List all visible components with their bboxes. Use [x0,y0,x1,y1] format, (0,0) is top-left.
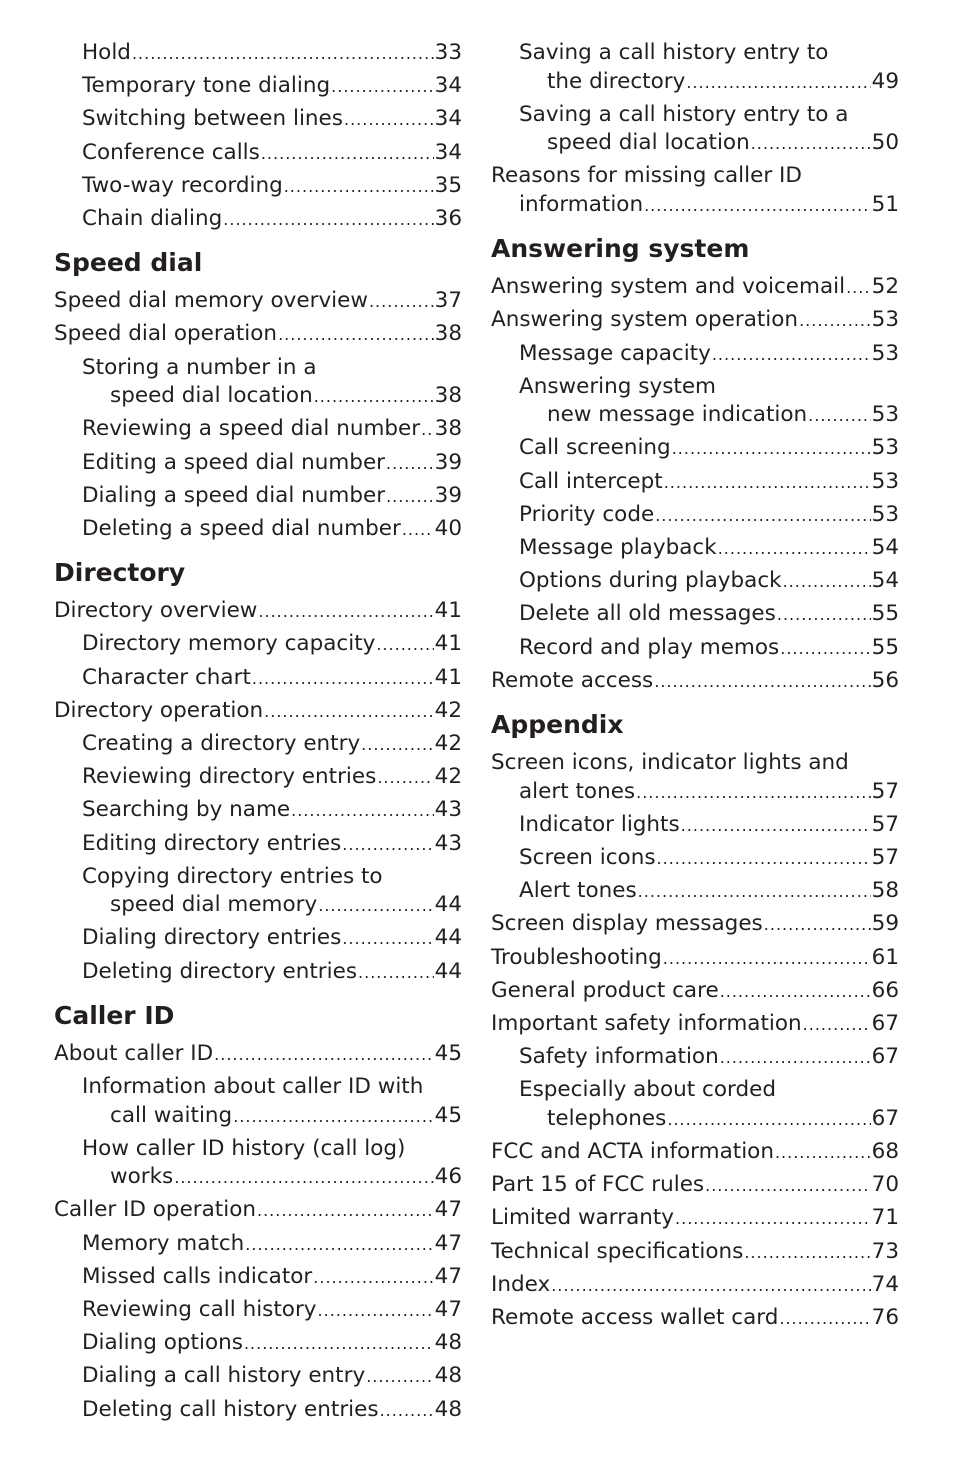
toc-entry-reviewing-a-speed-dial-number[interactable] [82,415,462,443]
toc-page-number: 34 [434,139,462,165]
toc-page-number: 52 [871,274,899,300]
toc-entry-memory-match[interactable] [82,1230,462,1258]
toc-entry-answering-system-new-message-indication[interactable] [519,373,899,430]
toc-entry-reviewing-call-history[interactable] [82,1296,462,1324]
toc-entry-title: Chain dialing [82,206,223,231]
dot-leader [369,288,434,316]
toc-entry-directory-operation[interactable] [54,697,462,725]
toc-entry-title: Missed calls indicator [82,1263,313,1289]
toc-page-number: 34 [434,73,462,99]
dot-leader [672,435,871,463]
toc-entry-call-intercept[interactable] [519,468,899,496]
toc-entry-storing-a-number-in-a-speed-dial-location[interactable] [82,354,462,411]
toc-entry-title: Deleting call history entries [82,1396,379,1422]
toc-page-number: 71 [871,1205,899,1231]
toc-page-number: 41 [434,598,462,624]
toc-entry-title: Safety information [519,1044,719,1070]
toc-entry-technical-specifications[interactable] [491,1238,899,1266]
toc-entry-screen-icons-indicator-lights-and-alert-tones[interactable] [491,749,899,806]
toc-entry-title: Copying directory entries to [82,863,383,889]
dot-leader [675,1205,871,1233]
toc-entry-title: Creating a directory entry [82,730,361,756]
toc-entry-safety-information[interactable] [519,1043,899,1071]
toc-entry-chain-dialing[interactable] [82,205,462,233]
dot-leader [376,631,433,659]
toc-entry-title: Remote access wallet card [491,1305,779,1330]
toc-entry-title: Memory match [82,1230,245,1256]
toc-entry-reasons-for-missing-caller-id-information[interactable] [491,162,899,219]
toc-entry-title: works [110,1164,174,1190]
dot-leader [667,1106,870,1134]
toc-page-number: 67 [871,1044,899,1070]
toc-entry-dialing-directory-entries[interactable] [82,924,462,952]
toc-entry-title: Dialing a speed dial number [82,482,386,508]
toc-entry-part-15-of-fcc-rules[interactable] [491,1171,899,1199]
dot-leader [344,106,434,134]
toc-entry-searching-by-name[interactable] [82,796,462,824]
dot-leader [663,945,871,973]
toc-page-number: 51 [871,191,899,217]
toc-page-number: 35 [434,172,462,198]
toc-page-number: 76 [871,1305,899,1330]
toc-entry-directory-memory-capacity[interactable] [82,630,462,658]
section-heading-answering-system: Answering system [491,234,750,264]
toc-entry-title: speed dial memory [110,892,318,918]
toc-entry-about-caller-id[interactable] [54,1040,462,1068]
dot-leader [214,1041,434,1069]
toc-page-number: 47 [434,1297,462,1322]
dot-leader [803,1011,871,1039]
toc-entry-dialing-a-speed-dial-number[interactable] [82,482,462,510]
dot-leader [681,812,871,840]
toc-entry-title: Conference calls [82,139,260,165]
toc-entry-speed-dial-memory-overview[interactable] [54,287,462,315]
dot-leader [278,321,434,349]
toc-entry-answering-system-and-voicemail[interactable] [491,273,899,301]
dot-leader [720,978,871,1006]
toc-entry-title: new message indication [547,402,808,428]
toc-page-number: 42 [434,730,462,756]
toc-page-number: 40 [434,515,462,541]
toc-entry-editing-directory-entries[interactable] [82,830,462,858]
toc-page-number: 53 [871,501,899,527]
toc-entry-copying-directory-entries-to-speed-dial-memory[interactable] [82,863,462,920]
toc-page-number: 45 [434,1040,462,1066]
toc-entry-title: Dialing directory entries [82,925,342,951]
dot-leader [655,502,870,530]
toc-entry-fcc-and-acta-information[interactable] [491,1138,899,1166]
toc-page-number: 49 [871,68,899,94]
toc-entry-title: Technical specifications [491,1238,744,1264]
dot-leader [705,1172,871,1200]
dot-leader [644,192,871,220]
toc-entry-index[interactable] [491,1271,899,1299]
toc-page-number: 67 [871,1010,899,1036]
dot-leader [775,1139,871,1167]
toc-page-number: 53 [871,307,899,333]
toc-entry-title: Saving a call history entry to a [519,101,849,127]
toc-entry-title: call waiting [110,1102,233,1128]
toc-entry-important-safety-information[interactable] [491,1010,899,1038]
toc-entry-title: Speed dial operation [54,321,278,347]
toc-page-number: 41 [434,631,462,657]
toc-entry-priority-code[interactable] [519,501,899,529]
toc-entry-title: Alert tones [519,878,637,904]
toc-entry-call-screening[interactable] [519,434,899,462]
dot-leader [318,1297,434,1325]
toc-entry-title: How caller ID history (call log) [82,1135,406,1161]
toc-entry-title: alert tones [519,778,636,804]
toc-entry-title: Switching between lines [82,106,343,132]
toc-page-number: 48 [434,1396,462,1422]
dot-leader [313,1264,433,1292]
toc-entry-delete-all-old-messages[interactable] [519,600,899,628]
dot-leader [380,1397,434,1425]
toc-entry-reviewing-directory-entries[interactable] [82,763,462,791]
toc-entry-remote-access-wallet-card[interactable] [491,1304,899,1332]
dot-leader [132,40,434,68]
dot-leader [718,535,871,563]
toc-entry-title: Information about caller ID with [82,1074,424,1099]
toc-entry-temporary-tone-dialing[interactable] [82,72,462,100]
toc-entry-title: Character chart [82,664,251,690]
toc-entry-speed-dial-operation[interactable] [54,320,462,348]
toc-page-number: 57 [871,844,899,870]
toc-entry-how-caller-id-history-call-log-works[interactable] [82,1135,462,1192]
dot-leader [686,69,870,97]
toc-entry-title: telephones [547,1105,667,1131]
toc-page-number: 48 [434,1363,462,1389]
toc-entry-conference-calls[interactable] [82,139,462,167]
toc-entry-title: Screen icons, indicator lights and [491,750,849,775]
dot-leader [799,307,871,335]
toc-entry-especially-about-corded-telephones[interactable] [519,1076,899,1133]
toc-page-number: 56 [871,667,899,693]
toc-page-number: 43 [434,830,462,856]
toc-entry-dialing-a-call-history-entry[interactable] [82,1362,462,1390]
toc-entry-title: Options during playback [519,568,782,594]
toc-entry-title: Screen icons [519,844,656,870]
toc-entry-title: FCC and ACTA information [491,1139,774,1164]
toc-page-number: 53 [871,435,899,461]
toc-entry-deleting-directory-entries[interactable] [82,958,462,986]
toc-page-number: 68 [871,1139,899,1164]
toc-page-number: 57 [871,811,899,837]
toc-entry-title: Directory overview [54,598,258,624]
dot-leader [402,516,434,544]
toc-page-number: 55 [871,634,899,660]
dot-leader [764,911,871,939]
toc-entry-record-and-play-memos[interactable] [519,634,899,662]
dot-leader [314,383,434,411]
toc-entry-editing-a-speed-dial-number[interactable] [82,449,462,477]
toc-page-number: 38 [434,321,462,347]
toc-page-number: 47 [434,1263,462,1289]
dot-leader [636,779,871,807]
toc-page-number: 39 [434,449,462,475]
toc-entry-limited-warranty[interactable] [491,1204,899,1232]
toc-entry-title: Reviewing a speed dial number [82,416,421,442]
toc-entry-troubleshooting[interactable] [491,944,899,972]
toc-entry-deleting-call-history-entries[interactable] [82,1396,462,1424]
toc-entry-title: Dialing options [82,1330,243,1356]
dot-leader [284,173,434,201]
toc-entry-title: Speed dial memory overview [54,288,368,314]
toc-page-number: 58 [871,878,899,904]
dot-leader [244,1330,434,1358]
toc-entry-title: Caller ID operation [54,1197,256,1223]
toc-page-number: 54 [871,568,899,594]
toc-entry-screen-display-messages[interactable] [491,910,899,938]
toc-entry-title: Editing a speed dial number [82,449,386,475]
dot-leader [751,130,871,158]
toc-entry-title: Remote access [491,667,654,693]
toc-entry-title: Message capacity [519,340,711,366]
toc-entry-title: Deleting a speed dial number [82,515,401,541]
dot-leader [366,1363,433,1391]
toc-entry-title: the directory [547,68,686,94]
toc-page-number: 37 [434,288,462,314]
toc-entry-title: speed dial location [110,383,313,409]
toc-page-number: 53 [871,340,899,366]
toc-entry-message-capacity[interactable] [519,340,899,368]
toc-entry-missed-calls-indicator[interactable] [82,1263,462,1291]
toc-page-number: 53 [871,402,899,428]
toc-page-number: 74 [871,1271,899,1297]
dot-leader [261,140,434,168]
toc-entry-title: Answering system operation [491,307,799,333]
toc-page-number: 38 [434,383,462,409]
section-heading-appendix: Appendix [491,710,624,739]
toc-entry-saving-a-call-history-entry-to-the-directory[interactable] [519,39,899,96]
dot-leader [331,73,433,101]
toc-page-number: 73 [871,1238,899,1264]
toc-entry-title: Dialing a call history entry [82,1363,366,1389]
dot-leader [744,1239,870,1267]
dot-leader [361,731,433,759]
toc-entry-title: Important safety information [491,1010,802,1036]
toc-entry-title: Message playback [519,535,717,560]
toc-entry-information-about-caller-id-with-call-waiting[interactable] [82,1073,462,1130]
toc-entry-title: Directory operation [54,697,264,723]
toc-page-number: 42 [434,697,462,723]
toc-page-number: 70 [871,1172,899,1198]
toc-entry-directory-overview[interactable] [54,597,462,625]
dot-leader [174,1164,433,1192]
dot-leader [712,341,871,369]
dot-leader [657,845,871,873]
toc-page-number: 47 [434,1197,462,1223]
dot-leader [551,1272,870,1300]
toc-page-number: 66 [871,977,899,1003]
dot-leader [257,1197,434,1225]
toc-page-number: 44 [434,892,462,918]
toc-page-number: 38 [434,416,462,442]
toc-entry-title: Directory memory capacity [82,631,376,657]
dot-leader [223,206,433,234]
toc-page-number: 43 [434,797,462,823]
toc-entry-creating-a-directory-entry[interactable] [82,730,462,758]
toc-entry-title: Reviewing call history [82,1297,317,1322]
toc-entry-title: Searching by name [82,797,291,823]
toc-page-number: 36 [434,206,462,231]
toc-entry-title: information [519,191,644,217]
toc-entry-character-chart[interactable] [82,664,462,692]
toc-entry-deleting-a-speed-dial-number[interactable] [82,515,462,543]
toc-page-number: 55 [871,601,899,627]
toc-page-number: 50 [871,130,899,156]
dot-leader [342,925,433,953]
toc-entry-caller-id-operation[interactable] [54,1196,462,1224]
toc-page-number: 42 [434,764,462,790]
toc-page-number: 33 [434,40,462,65]
dot-leader [638,878,871,906]
toc-entry-title: Reviewing directory entries [82,764,377,790]
dot-leader [386,450,434,478]
toc-entry-title: Especially about corded [519,1077,776,1103]
toc-entry-message-playback[interactable] [519,534,899,562]
dot-leader [291,797,434,825]
toc-entry-remote-access[interactable] [491,667,899,695]
toc-entry-options-during-playback[interactable] [519,567,899,595]
toc-entry-hold[interactable] [82,39,462,67]
dot-leader [245,1231,433,1259]
toc-page-number: 57 [871,778,899,804]
toc-page-number: 34 [434,106,462,132]
toc-entry-title: General product care [491,977,719,1003]
dot-leader [264,698,433,726]
toc-entry-answering-system-operation[interactable] [491,306,899,334]
toc-entry-saving-a-call-history-entry-to-a-speed-dial-location[interactable] [519,101,899,158]
toc-entry-title: Priority code [519,501,655,527]
toc-entry-title: Troubleshooting [491,944,662,970]
section-heading-directory: Directory [54,558,186,588]
dot-leader [358,959,434,987]
dot-leader [780,635,870,663]
toc-entry-title: Storing a number in a [82,354,317,380]
toc-entry-two-way-recording[interactable] [82,172,462,200]
toc-entry-title: Part 15 of FCC rules [491,1172,705,1198]
toc-entry-switching-between-lines[interactable] [82,105,462,133]
dot-leader [720,1044,871,1072]
toc-entry-screen-icons[interactable] [519,844,899,872]
toc-entry-title: Call intercept [519,468,663,494]
dot-leader [808,402,871,430]
dot-leader [386,483,434,511]
toc-entry-title: speed dial location [547,130,750,156]
dot-leader [377,764,433,792]
toc-entry-title: Deleting directory entries [82,958,358,984]
toc-entry-title: Saving a call history entry to [519,40,829,65]
toc-entry-title: Indicator lights [519,811,680,837]
toc-entry-alert-tones[interactable] [519,877,899,905]
dot-leader [654,668,870,696]
dot-leader [342,831,433,859]
dot-leader [252,665,434,693]
toc-page-number: 47 [434,1230,462,1256]
toc-entry-title: Delete all old messages [519,601,776,627]
toc-page-number: 59 [871,911,899,937]
dot-leader [318,892,433,920]
toc-page-number: 54 [871,535,899,560]
toc-page-number: 41 [434,664,462,690]
toc-page-number: 44 [434,925,462,951]
dot-leader [846,274,871,302]
toc-entry-title: Record and play memos [519,634,780,660]
toc-entry-title: Limited warranty [491,1205,675,1231]
toc-entry-title: Two-way recording [82,172,283,198]
toc-page-number: 61 [871,944,899,970]
toc-entry-title: Editing directory entries [82,830,342,856]
toc-entry-title: Index [491,1271,551,1297]
toc-page-number: 45 [434,1102,462,1128]
dot-leader [258,598,433,626]
toc-page-number: 46 [434,1164,462,1190]
dot-leader [783,568,871,596]
toc-page-number: 44 [434,958,462,984]
toc-entry-dialing-options[interactable] [82,1329,462,1357]
toc-entry-title: Temporary tone dialing [82,73,331,99]
toc-entry-title: Screen display messages [491,911,763,937]
toc-entry-title: Reasons for missing caller ID [491,163,802,189]
toc-page-number: 67 [871,1105,899,1131]
toc-page-number: 48 [434,1330,462,1356]
toc-entry-indicator-lights[interactable] [519,811,899,839]
toc-entry-title: Hold [82,40,131,65]
dot-leader [779,1305,870,1333]
dot-leader [664,469,871,497]
dot-leader [421,416,434,444]
toc-entry-title: Answering system [519,373,716,399]
toc-page-number: 39 [434,482,462,508]
section-heading-caller-id: Caller ID [54,1000,175,1030]
dot-leader [233,1103,433,1131]
toc-entry-title: Answering system and voicemail [491,274,846,300]
toc-page-number: 53 [871,468,899,494]
toc-entry-title: Call screening [519,435,671,461]
section-heading-speed-dial: Speed dial [54,248,203,278]
toc-entry-general-product-care[interactable] [491,977,899,1005]
toc-entry-title: About caller ID [54,1040,214,1066]
dot-leader [777,601,871,629]
